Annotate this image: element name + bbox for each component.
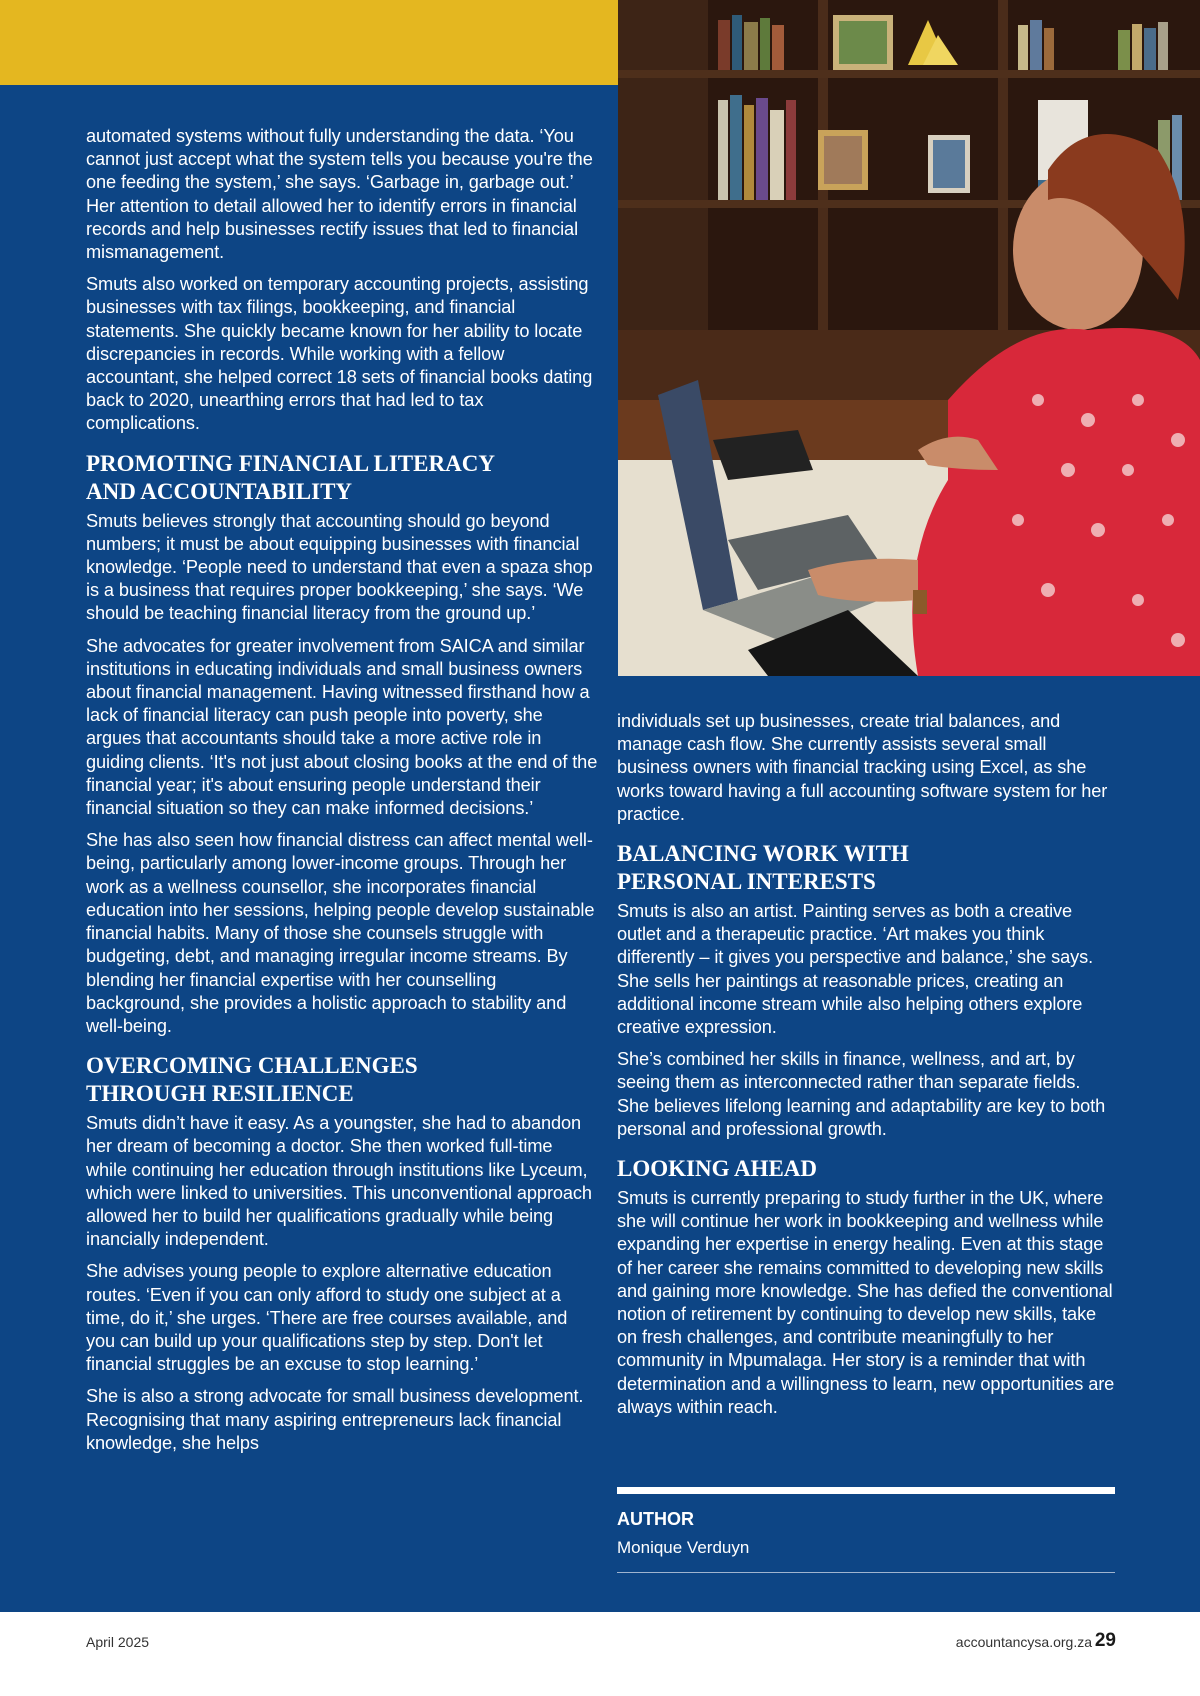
section-heading (617, 840, 1117, 896)
heading-line: PERSONAL INTERESTS (617, 869, 876, 895)
heading-line: AND ACCOUNTABILITY (86, 478, 353, 504)
right-column (617, 710, 1117, 1428)
page-number: 29 (1094, 1630, 1116, 1651)
footer-date: April 2025 (86, 1634, 150, 1650)
body-paragraph: She is also a strong advocate for small business development. Recognising that many aspiring entrepreneurs lack financial knowledge, she helps (86, 1386, 584, 1453)
body-paragraph: Smuts believes strongly that accounting should go beyond numbers; it must be about equipping businesses with financial knowledge. ‘People need to understand that even a spaza shop is a business that requires proper bookkeeping,’ she says. ‘We should be teaching financial literacy from the ground up.’ (86, 510, 593, 624)
author-block (617, 1487, 1115, 1573)
body-paragraph: individuals set up businesses, create trial balances, and manage cash flow. She currently assists several small business owners with financial tracking using Excel, as she works toward having a full accounting software system for her practice. (617, 711, 1108, 824)
body-paragraph: She advises young people to explore alternative education routes. ‘Even if you can only afford to study one subject at a time, do it,’ she urges. ‘There are free courses available, and you can build up your qualifications step by step. Don't let financial struggles be an excuse to stop learning.’ (86, 1261, 568, 1375)
body-paragraph: Smuts also worked on temporary accounting projects, assisting businesses with tax filings, bookkeeping, and financial statements. She quickly became known for her ability to locate discrepancies in records. While working with a fellow accountant, she helped correct 18 sets of financial books dating back to 2020, unearthing errors that had led to tax complications. (86, 274, 593, 434)
author-name: Monique Verduyn (617, 1537, 1115, 1573)
yellow-accent-bar (0, 0, 618, 85)
heading-line: PROMOTING FINANCIAL LITERACY (86, 450, 495, 476)
body-paragraph: Smuts is also an artist. Painting serves as both a creative outlet and a therapeutic practice. ‘Art makes you think differently – it gives you perspective and balance,’ she says. She sells her paintings at reasonable prices, creating an additional income stream while also helping others explore creative expression. (617, 901, 1094, 1038)
body-paragraph: She advocates for greater involvement from SAICA and similar institutions in educating individuals and small business owners about financial management. Having witnessed firsthand how a lack of financial literacy can push people into poverty, she argues that accountants should take a more active role in guiding clients. ‘It's not just about closing books at the end of the financial year; it's about ensuring people understand their financial situation so they can make informed decisions.’ (86, 635, 598, 819)
section-heading (86, 1052, 598, 1108)
footer-site-link[interactable]: accountancysa.org.za (955, 1634, 1092, 1650)
heading-line: THROUGH RESILIENCE (86, 1081, 354, 1107)
body-paragraph: Smuts didn’t have it easy. As a youngster, she had to abandon her dream of becoming a doctor. She then worked full-time while continuing her education through institutions like Lyceum, which were linked to universities. This unconventional approach allowed her to build her qualifications gradually while being inancially independent. (86, 1113, 592, 1250)
heading-line: OVERCOMING CHALLENGES (86, 1053, 418, 1079)
heading-line: BALANCING WORK WITH (617, 841, 909, 867)
author-divider (617, 1487, 1115, 1494)
left-column (86, 125, 598, 1464)
body-paragraph: She has also seen how financial distress can affect mental well-being, particularly among lower-income groups. Through her work as a wellness counsellor, she incorporates financial education into her sessions, helping people develop sustainable financial habits. Many of those she counsels struggle with budgeting, debt, and managing irregular income streams. By blending her financial expertise with her counselling background, she provides a holistic approach to stability and well-being. (86, 830, 595, 1036)
body-paragraph: She’s combined her skills in finance, wellness, and art, by seeing them as interconnected rather than separate fields. She believes lifelong learning and adaptability are key to both personal and professional growth. (617, 1049, 1106, 1139)
article-photo (618, 0, 1200, 676)
section-heading: LOOKING AHEAD (617, 1156, 818, 1182)
author-label: AUTHOR (617, 1509, 694, 1529)
section-heading (86, 450, 598, 506)
body-paragraph: automated systems without fully understanding the data. ‘You cannot just accept what the system tells you because you're the one feeding the system,’ she says. ‘Garbage in, garbage out.’ Her attention to detail allowed her to identify errors in financial records and help businesses rectify issues that led to financial mismanagement. (86, 126, 593, 263)
body-paragraph: Smuts is currently preparing to study further in the UK, where she will continue her work in bookkeeping and wellness while expanding her expertise in energy healing. Even at this stage of her career she remains committed to developing new skills and gaining more knowledge. She has defied the conventional notion of retirement by continuing to develop new skills, take on fresh challenges, and contribute meaningfully to her community in Mpumalaga. Her story is a reminder that with determination and a willingness to learn, new opportunities are always within reach. (617, 1188, 1115, 1417)
